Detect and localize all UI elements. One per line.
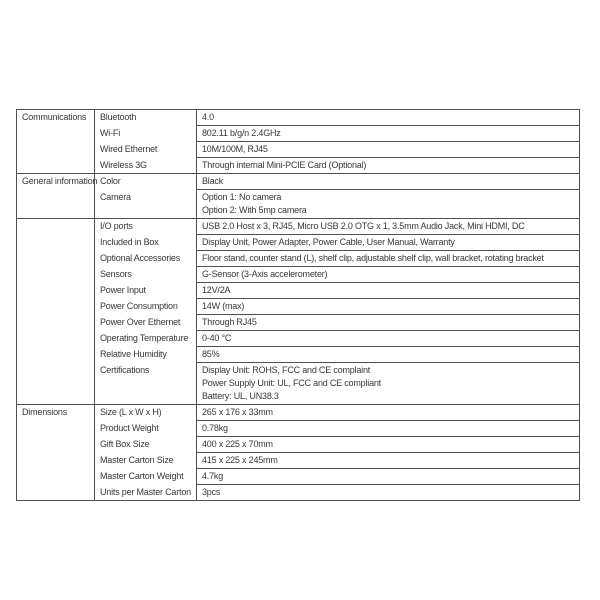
- spec-item-label: I/O ports: [95, 219, 197, 235]
- spec-value-line: Option 1: No camera: [202, 192, 282, 202]
- spec-row: [95, 485, 579, 500]
- spec-row: [95, 405, 579, 421]
- spec-row: [95, 469, 579, 485]
- spec-value-line: Display Unit: ROHS, FCC and CE complaint: [202, 365, 371, 375]
- spec-value-line: 0.78kg: [202, 423, 228, 433]
- spec-value-line: 85%: [202, 349, 220, 359]
- spec-item-label: Included in Box: [95, 235, 197, 251]
- spec-item-label: Units per Master Carton: [95, 485, 197, 500]
- section-rows: [95, 110, 579, 173]
- spec-value-cell: [197, 283, 579, 299]
- spec-item-label: Sensors: [95, 267, 197, 283]
- spec-row: [95, 251, 579, 267]
- spec-value-line: G-Sensor (3-Axis accelerometer): [202, 269, 328, 279]
- spec-row: [95, 453, 579, 469]
- spec-value-cell: [197, 219, 579, 235]
- spec-item-label: Bluetooth: [95, 110, 197, 126]
- spec-value-line: Through internal Mini-PCIE Card (Optional): [202, 160, 367, 170]
- spec-section: [17, 110, 579, 173]
- spec-value-line: 3pcs: [202, 487, 221, 497]
- spec-row: [95, 421, 579, 437]
- spec-row: [95, 347, 579, 363]
- spec-value-cell: [197, 469, 579, 485]
- spec-value-cell: [197, 235, 579, 251]
- spec-item-label: Master Carton Weight: [95, 469, 197, 485]
- spec-item-label: Gift Box Size: [95, 437, 197, 453]
- spec-item-label: Power Consumption: [95, 299, 197, 315]
- spec-item-label: Color: [95, 174, 197, 190]
- spec-item-label: Power Over Ethernet: [95, 315, 197, 331]
- spec-value-line: Black: [202, 176, 224, 186]
- spec-value-line: Option 2: With 5mp camera: [202, 205, 307, 215]
- spec-value-cell: [197, 421, 579, 437]
- spec-row: [95, 315, 579, 331]
- spec-row: [95, 331, 579, 347]
- category-cell: Dimensions: [17, 405, 95, 500]
- spec-value-line: Floor stand, counter stand (L), shelf clip, adjustable shelf clip, wall bracket, rotating bracket: [202, 253, 544, 263]
- category-cell: [17, 219, 95, 404]
- spec-item-label: Optional Accessories: [95, 251, 197, 267]
- spec-value-line: USB 2.0 Host x 3, RJ45, Micro USB 2.0 OTG x 1, 3.5mm Audio Jack, Mini HDMI, DC: [202, 221, 525, 231]
- spec-section: [17, 404, 579, 500]
- spec-value-line: 4.0: [202, 112, 214, 122]
- category-cell: Communications: [17, 110, 95, 173]
- spec-value-cell: [197, 299, 579, 315]
- spec-value-cell: [197, 453, 579, 469]
- spec-value-cell: [197, 126, 579, 142]
- spec-value-line: 415 x 225 x 245mm: [202, 455, 278, 465]
- spec-item-label: Certifications: [95, 363, 197, 404]
- spec-item-label: Size (L x W x H): [95, 405, 197, 421]
- spec-item-label: Relative Humidity: [95, 347, 197, 363]
- spec-value-line: 14W (max): [202, 301, 245, 311]
- spec-row: [95, 219, 579, 235]
- spec-row: [95, 126, 579, 142]
- spec-value-cell: [197, 315, 579, 331]
- spec-value-line: 802.11 b/g/n 2.4GHz: [202, 128, 281, 138]
- spec-value-cell: [197, 485, 579, 500]
- spec-row: [95, 299, 579, 315]
- spec-value-cell: [197, 331, 579, 347]
- spec-section: [17, 173, 579, 218]
- spec-item-label: Camera: [95, 190, 197, 218]
- spec-value-line: Battery: UL, UN38.3: [202, 391, 279, 401]
- section-rows: [95, 405, 579, 500]
- spec-value-cell: [197, 158, 579, 173]
- spec-row: [95, 110, 579, 126]
- spec-row: [95, 283, 579, 299]
- spec-value-line: Through RJ45: [202, 317, 257, 327]
- spec-item-label: Wireless 3G: [95, 158, 197, 173]
- spec-item-label: Wi-Fi: [95, 126, 197, 142]
- spec-value-line: 400 x 225 x 70mm: [202, 439, 273, 449]
- spec-row: [95, 174, 579, 190]
- spec-value-cell: [197, 405, 579, 421]
- spec-item-label: Power Input: [95, 283, 197, 299]
- spec-value-cell: [197, 190, 579, 218]
- spec-value-line: 12V/2A: [202, 285, 231, 295]
- section-rows: [95, 219, 579, 404]
- spec-row: [95, 363, 579, 404]
- spec-row: [95, 437, 579, 453]
- spec-value-cell: [197, 174, 579, 190]
- spec-row: [95, 267, 579, 283]
- spec-value-line: 0-40 °C: [202, 333, 232, 343]
- spec-value-line: Power Supply Unit: UL, FCC and CE compliant: [202, 378, 381, 388]
- spec-value-cell: [197, 251, 579, 267]
- spec-item-label: Operating Temperature: [95, 331, 197, 347]
- spec-value-cell: [197, 142, 579, 158]
- spec-value-cell: [197, 110, 579, 126]
- spec-value-cell: [197, 437, 579, 453]
- spec-item-label: Master Carton Size: [95, 453, 197, 469]
- spec-value-line: 10M/100M, RJ45: [202, 144, 268, 154]
- spec-row: [95, 190, 579, 218]
- spec-value-line: Display Unit, Power Adapter, Power Cable, User Manual, Warranty: [202, 237, 455, 247]
- section-rows: [95, 174, 579, 218]
- spec-value-line: 265 x 176 x 33mm: [202, 407, 273, 417]
- spec-value-line: 4.7kg: [202, 471, 224, 481]
- spec-row: [95, 142, 579, 158]
- spec-item-label: Wired Ethernet: [95, 142, 197, 158]
- category-cell: General information: [17, 174, 95, 218]
- spec-section: [17, 218, 579, 404]
- spec-value-cell: [197, 267, 579, 283]
- spec-row: [95, 158, 579, 173]
- spec-value-cell: [197, 363, 579, 404]
- spec-value-cell: [197, 347, 579, 363]
- spec-table: [16, 109, 580, 501]
- spec-item-label: Product Weight: [95, 421, 197, 437]
- spec-row: [95, 235, 579, 251]
